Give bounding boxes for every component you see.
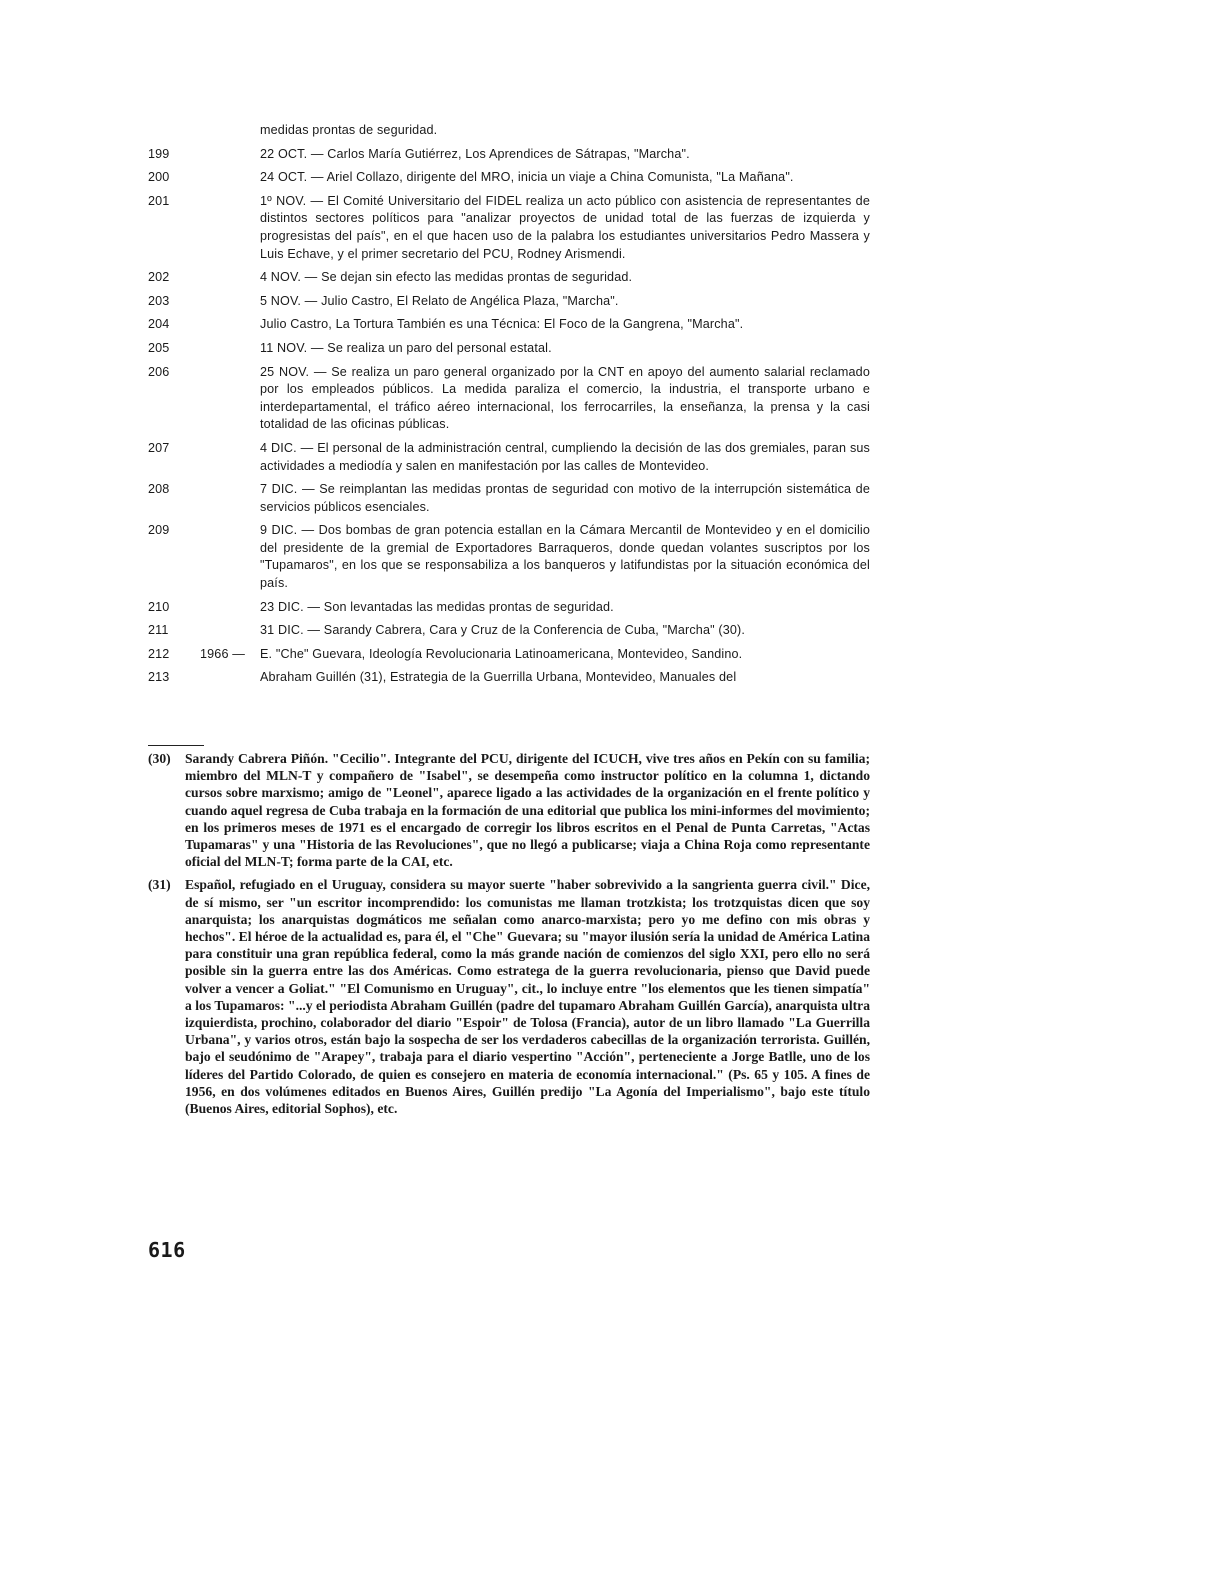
entry-text: medidas prontas de seguridad. [260, 123, 438, 137]
chronology-entry [148, 481, 870, 516]
entry-number: 201 [148, 193, 170, 208]
entry-text: 24 OCT. — Ariel Collazo, dirigente del MRO, inicia un viaje a China Comunista, "La Mañana". [260, 170, 794, 185]
entry-number: 200 [148, 170, 170, 185]
entry-text: E. "Che" Guevara, Ideología Revolucionaria Latinoamericana, Montevideo, Sandino. [260, 646, 743, 661]
chronology-entry [148, 293, 870, 311]
chronology-entry [148, 169, 870, 187]
entry-text: 22 OCT. — Carlos María Gutiérrez, Los Aprendices de Sátrapas, "Marcha". [260, 146, 690, 161]
entry-number: 206 [148, 364, 170, 379]
footnotes [148, 750, 870, 1123]
entry-number: 211 [148, 623, 169, 638]
entry-text: 5 NOV. — Julio Castro, El Relato de Angélica Plaza, "Marcha". [260, 293, 619, 308]
chronology-entry [148, 122, 870, 140]
entry-number: 208 [148, 482, 170, 497]
footnote-text: Español, refugiado en el Uruguay, considera su mayor suerte "haber sobrevivido a la sangrienta guerra civil." Dice, de sí mismo, ser "un escritor incomprendido: los comunistas me llaman trotzkista; los trotzquistas dicen que soy anarquista; los anarquistas dogmáticos me señalan como anarco-marxista; pero yo me defino con mis obras y hechos". El héroe de la actualidad es, para él, el "Che" Guevara; su "mayor ilusión sería la unidad de América Latina para constituir una gran república federal, como la más grande nación de comienzos del siglo XXI, pero ello no será posible sin la guerra entre las dos Américas. Como estratega de la guerra revolucionaria, pienso que David puede volver a vencer a Goliat." "El Comunismo en Uruguay", cit., lo incluye entre "los elementos que les tienen simpatía" a los Tupamaros: "...y el periodista Abraham Guillén (padre del tupamaro Abraham Guillén García), anarquista ultra izquierdista, prochino, colaborador del diario "Espoir" de Tolosa (Francia), autor de un libro llamado "La Guerrilla Urbana", y varios otros, están bajo la sospecha de ser los verdaderos cabecillas de la organización terrorista. Guillén, bajo el seudónimo de "Arapey", trabaja para el diario vespertino "Acción", perteneciente a Jorge Batlle, uno de los líderes del Partido Colorado, de quien es consejero en materia de economía internacional." (Ps. 65 y 105. A fines de 1956, en dos volúmenes editados en Buenos Aires, Guillén predijo "La Agonía del Imperialismo", bajo este título (Buenos Aires, editorial Sophos), etc. [185, 877, 870, 1117]
chronology-entry [148, 269, 870, 287]
entry-text: 1º NOV. — El Comité Universitario del FIDEL realiza un acto público con asistencia de representantes de distintos sectores políticos para "analizar proyectos de unidad total de las fuerzas de izquierda y progresistas del país", en el que hacen uso de la palabra los estudiantes universitarios Pedro Massera y Luis Echave, y el primer secretario del PCU, Rodney Arismendi. [260, 193, 870, 261]
entry-text: 31 DIC. — Sarandy Cabrera, Cara y Cruz de la Conferencia de Cuba, "Marcha" (30). [260, 623, 746, 638]
entry-number: 213 [148, 670, 170, 685]
entry-number: 205 [148, 340, 170, 355]
entry-text: 4 DIC. — El personal de la administración central, cumpliendo la decisión de las dos gremiales, paran sus actividades a mediodía y salen en manifestación por las calles de Montevideo. [260, 440, 870, 473]
entry-text: Julio Castro, La Tortura También es una Técnica: El Foco de la Gangrena, "Marcha". [260, 317, 744, 332]
chronology-entry [148, 599, 870, 617]
footnote [148, 750, 870, 870]
entry-number: 202 [148, 270, 170, 285]
chronology-entry [148, 646, 870, 664]
chronology-entry [148, 340, 870, 358]
entry-number: 210 [148, 599, 170, 614]
entry-text: 11 NOV. — Se realiza un paro del personal estatal. [260, 340, 552, 355]
entry-number: 212 [148, 646, 170, 661]
footnote-number: (31) [148, 877, 171, 893]
page-number: 616 [148, 1238, 186, 1262]
entry-year: 1966 — [200, 646, 246, 661]
entry-text: 7 DIC. — Se reimplantan las medidas prontas de seguridad con motivo de la interrupción sistemática de servicios públicos esenciales. [260, 482, 870, 514]
footnote [148, 876, 870, 1117]
chronology-entry [148, 522, 870, 592]
chronology-entry [148, 193, 870, 263]
footnote-number: (30) [148, 751, 171, 766]
entry-number: 199 [148, 146, 170, 161]
entry-text: 4 NOV. — Se dejan sin efecto las medidas prontas de seguridad. [260, 270, 633, 285]
entry-text: 23 DIC. — Son levantadas las medidas prontas de seguridad. [260, 599, 614, 614]
footnote-separator [148, 745, 204, 746]
footnote-text: Sarandy Cabrera Piñón. "Cecilio". Integrante del PCU, dirigente del ICUCH, vive tres años en Pekín con su familia; miembro del MLN-T y compañero de "Isabel", se desempeña como instructor político en la columna 1, dictando cursos sobre marxismo; amigo de "Leonel", aparece ligado a las actividades de la organización en el frente político y cuando aquel regresa de Cuba trabaja en la formación de una editorial que publica los mini-informes del movimiento; en los primeros meses de 1971 es el encargado de corregir los libros escritos en el Penal de Punta Carretas, "Actas Tupamaras" y una "Historia de las Revoluciones", que no llegó a publicarse; viaja a China Roja como representante oficial del MLN-T; forma parte de la CAI, etc. [185, 751, 870, 870]
entry-number: 209 [148, 523, 170, 538]
entry-number: 204 [148, 317, 170, 332]
chronology-entry [148, 669, 870, 687]
entry-number: 203 [148, 293, 170, 308]
chronology-entry [148, 316, 870, 334]
chronology-entry [148, 622, 870, 640]
chronology-entry [148, 146, 870, 164]
entry-text: 9 DIC. — Dos bombas de gran potencia estallan en la Cámara Mercantil de Montevideo y en el domicilio del presidente de la gremial de Exportadores Barraqueros, donde quedan volantes suscriptos por los "Tupamaros", en los que se responsabiliza a los banqueros y latifundistas por la situación económica del país. [260, 523, 870, 591]
chronology-entry [148, 364, 870, 434]
entry-text: Abraham Guillén (31), Estrategia de la Guerrilla Urbana, Montevideo, Manuales del [260, 670, 737, 685]
entry-text: 25 NOV. — Se realiza un paro general organizado por la CNT en apoyo del aumento salarial reclamado por los empleados públicos. La medida paraliza el comercio, la industria, el transporte urbano e interdepartamental, el tráfico aéreo internacional, los ferrocarriles, la enseñanza, la prensa y la casi totalidad de las oficinas públicas. [260, 364, 870, 432]
entry-number: 207 [148, 440, 170, 455]
chronology-entry [148, 440, 870, 475]
chronology-list [148, 122, 870, 693]
